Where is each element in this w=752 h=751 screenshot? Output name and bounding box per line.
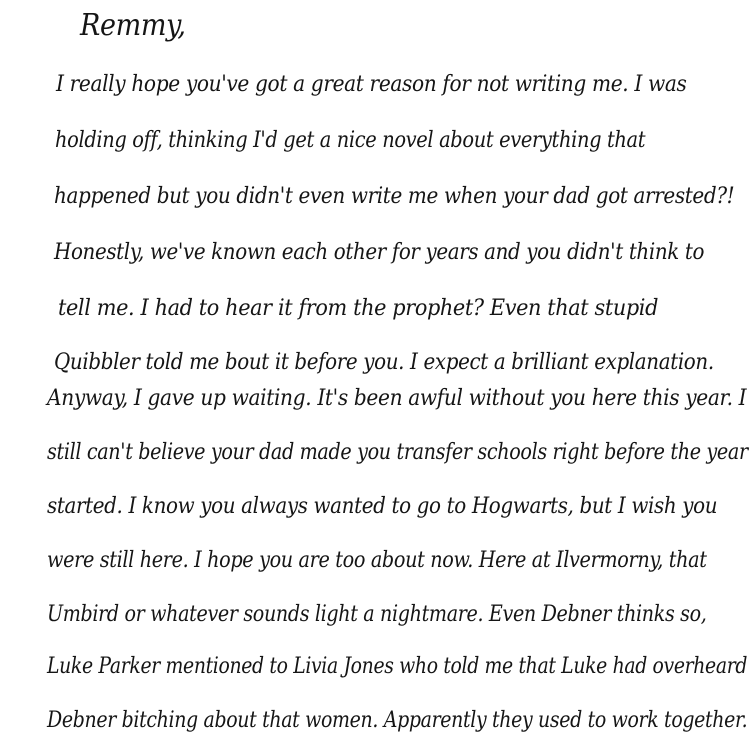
letter-line-5: tell me. I had to hear it from the prophet? Even that stupid <box>58 296 659 321</box>
letter-line-1: I really hope you've got a great reason for not writing me. I was <box>56 72 687 97</box>
letter-greeting: Remmy, <box>80 8 186 43</box>
letter-line-4: Honestly, we've known each other for years and you didn't think to <box>54 240 705 265</box>
letter-line-9: started. I know you always wanted to go to Hogwarts, but I wish you <box>47 494 718 519</box>
letter-line-3: happened but you didn't even write me when your dad got arrested?! <box>54 184 735 209</box>
letter-line-12: Luke Parker mentioned to Livia Jones who told me that Luke had overheard <box>47 654 748 679</box>
letter-line-11: Umbird or whatever sounds light a nightmare. Even Debner thinks so, <box>47 602 707 627</box>
letter-line-10: were still here. I hope you are too about now. Here at Ilvermorny, that <box>47 548 707 573</box>
letter-line-2: holding off, thinking I'd get a nice novel about everything that <box>55 128 646 153</box>
letter-line-6: Quibbler told me bout it before you. I expect a brilliant explanation. <box>54 350 714 375</box>
letter-line-8: still can't believe your dad made you transfer schools right before the year <box>47 440 748 465</box>
letter-line-7: Anyway, I gave up waiting. It's been awful without you here this year. I <box>47 386 747 411</box>
letter-line-13: Debner bitching about that women. Apparently they used to work together. <box>47 708 748 733</box>
